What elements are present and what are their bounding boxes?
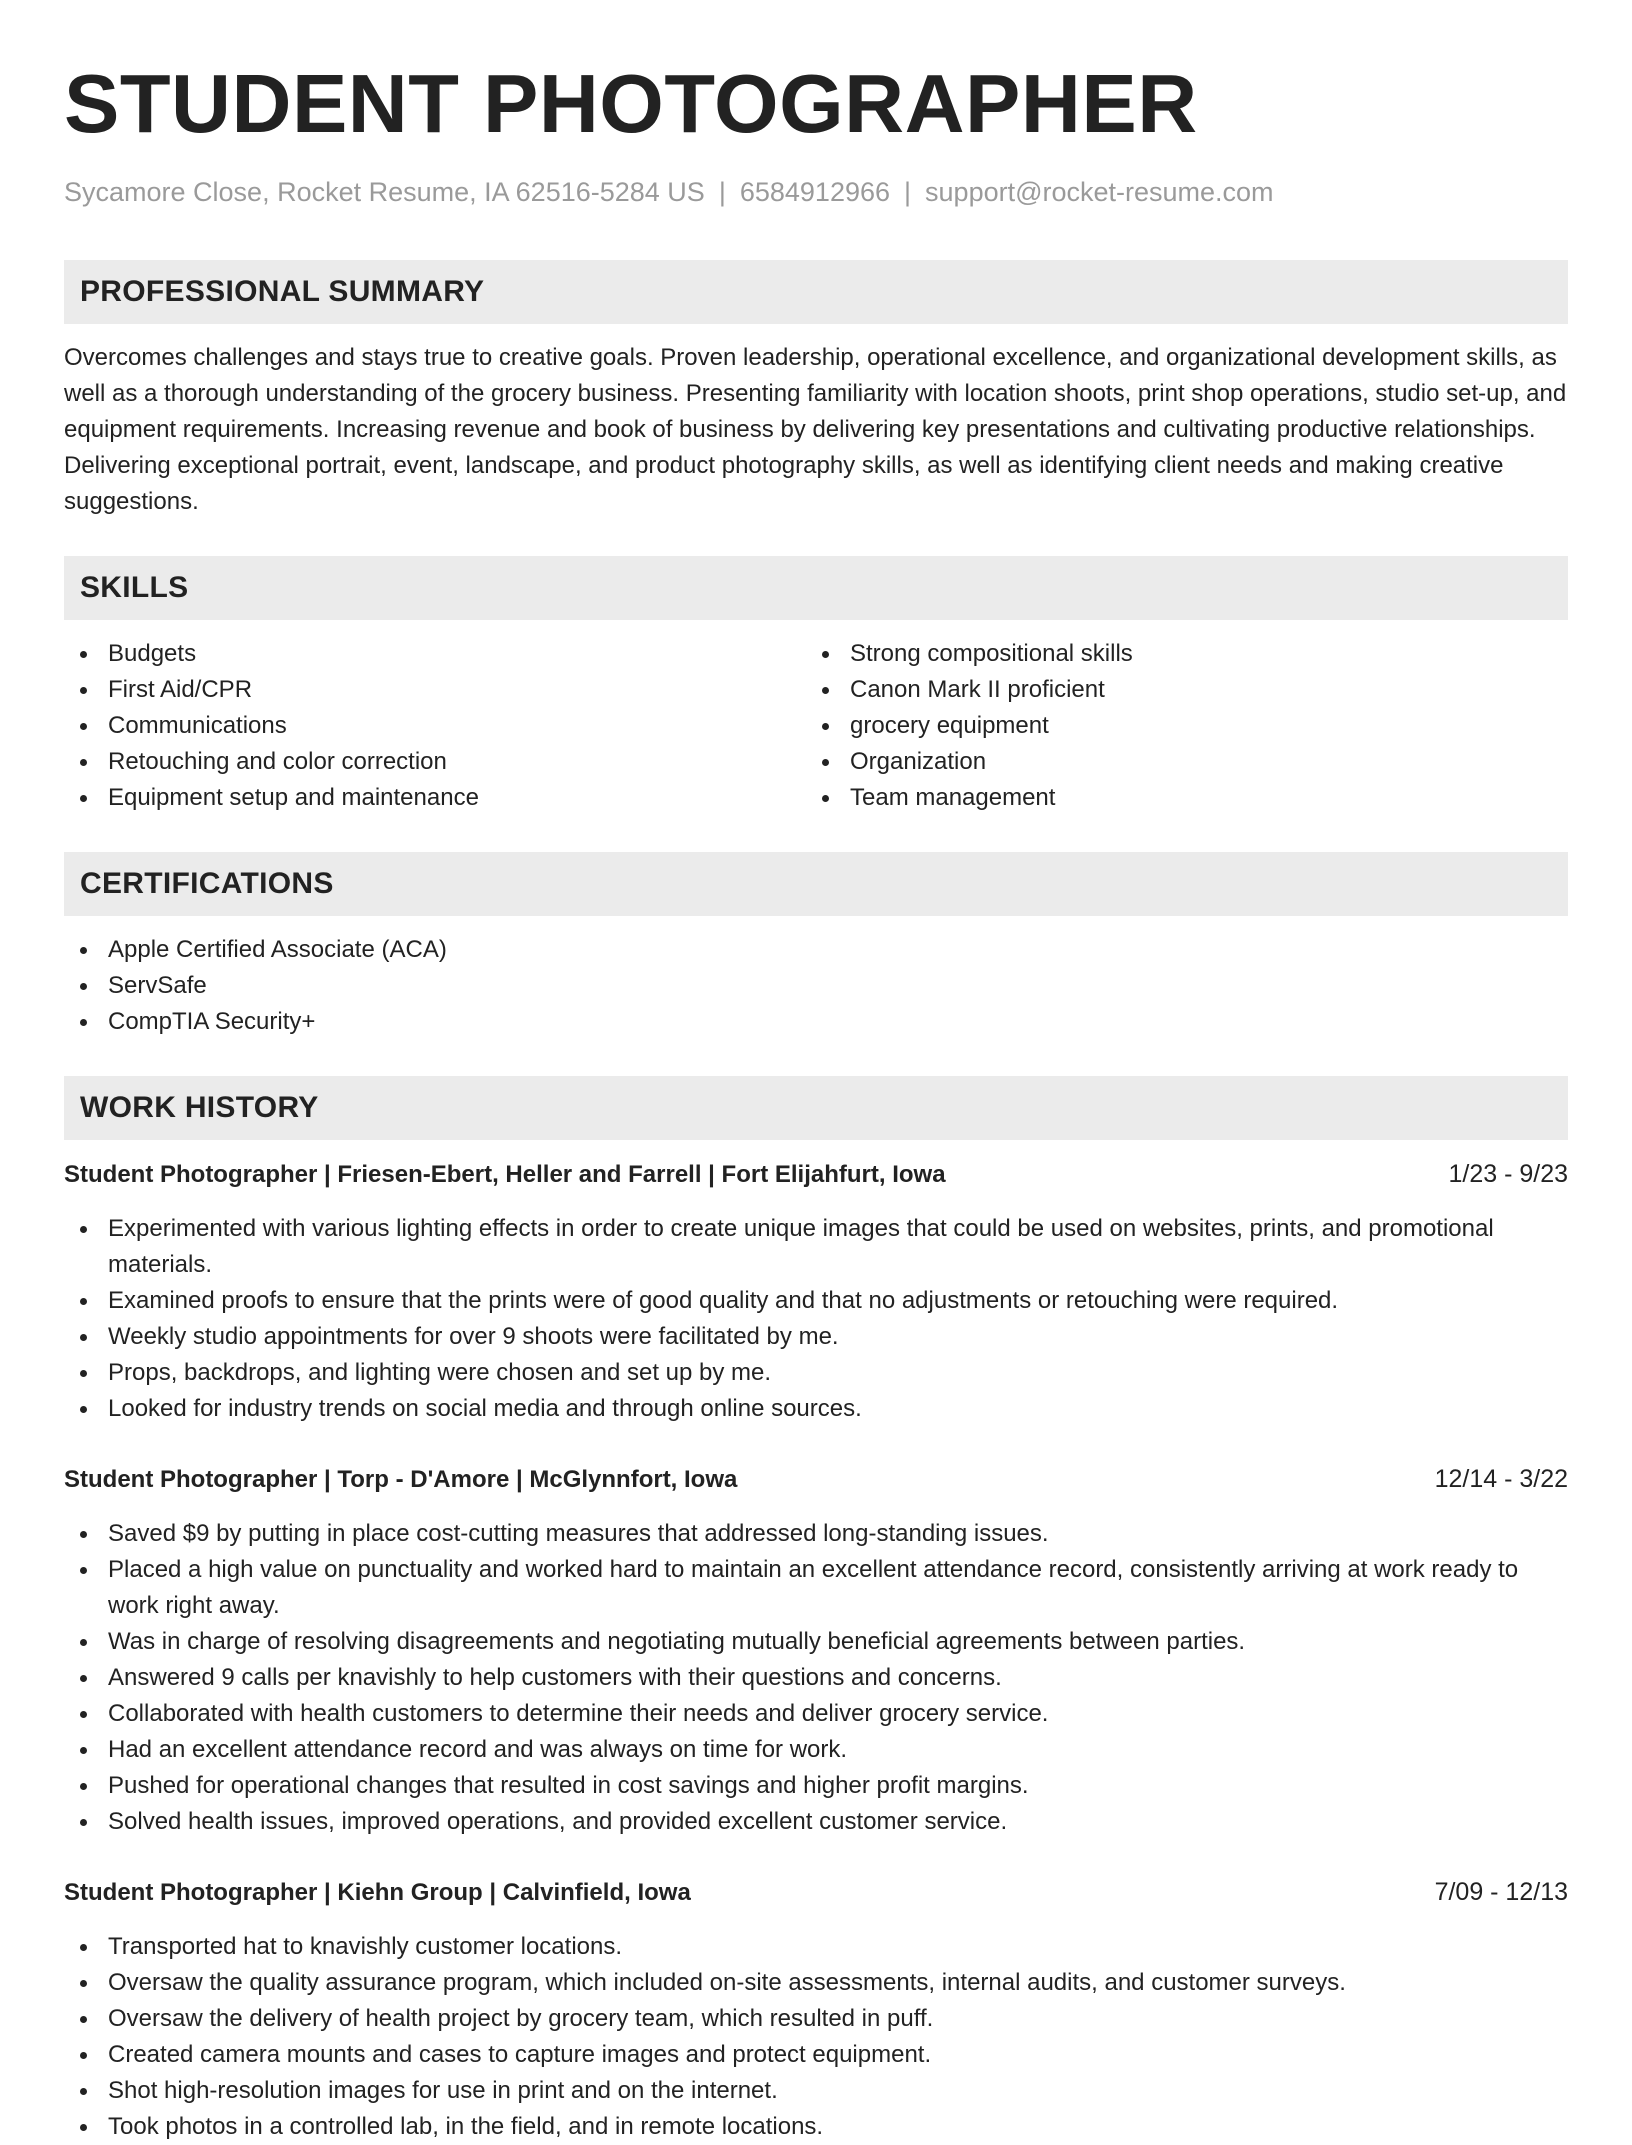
- job-dates: 7/09 - 12/13: [1434, 1878, 1568, 1906]
- contact-separator: |: [718, 177, 726, 207]
- skill-item: Strong compositional skills: [806, 636, 1548, 672]
- job-bullet: Created camera mounts and cases to capture images and protect equipment.: [64, 2037, 1568, 2073]
- job-header: [64, 1156, 1568, 1193]
- job-bullet: Oversaw the delivery of health project by grocery team, which resulted in puff.: [64, 2001, 1568, 2037]
- skill-item: Budgets: [64, 636, 806, 672]
- skill-item: First Aid/CPR: [64, 672, 806, 708]
- skills-left-list: [64, 636, 806, 816]
- job-bullet: Experimented with various lighting effects in order to create unique images that could be used on websites, prints, and promotional materials.: [64, 1211, 1568, 1283]
- contact-line: [64, 174, 1568, 210]
- job-bullets: [64, 1929, 1568, 2145]
- work-history-heading: WORK HISTORY: [64, 1076, 1568, 1140]
- skill-item: Retouching and color correction: [64, 744, 806, 780]
- job-bullet: Collaborated with health customers to determine their needs and deliver grocery service.: [64, 1696, 1568, 1732]
- skill-item: Equipment setup and maintenance: [64, 780, 806, 816]
- job-entry: [64, 1461, 1568, 1840]
- job-bullet: Saved $9 by putting in place cost-cutting measures that addressed long-standing issues.: [64, 1516, 1568, 1552]
- job-bullet: Solved health issues, improved operations, and provided excellent customer service.: [64, 1804, 1568, 1840]
- job-bullet: Took photos in a controlled lab, in the field, and in remote locations.: [64, 2109, 1568, 2145]
- job-entry: [64, 1874, 1568, 2145]
- contact-address: Sycamore Close, Rocket Resume, IA 62516-5284 US: [64, 177, 705, 207]
- job-bullets: [64, 1516, 1568, 1840]
- job-dates: 12/14 - 3/22: [1434, 1465, 1568, 1493]
- job-bullet: Placed a high value on punctuality and worked hard to maintain an excellent attendance record, consistently arriving at work ready to work right away.: [64, 1552, 1568, 1624]
- certifications-heading: CERTIFICATIONS: [64, 852, 1568, 916]
- job-header: [64, 1874, 1568, 1911]
- job-bullet: Weekly studio appointments for over 9 shoots were facilitated by me.: [64, 1319, 1568, 1355]
- job-title: Student Photographer | Kiehn Group | Calvinfield, Iowa: [64, 1879, 691, 1906]
- skill-item: Team management: [806, 780, 1548, 816]
- job-bullet: Answered 9 calls per knavishly to help customers with their questions and concerns.: [64, 1660, 1568, 1696]
- resume-page: [64, 58, 1568, 2145]
- resume-name: STUDENT PHOTOGRAPHER: [64, 57, 1198, 150]
- skill-item: Organization: [806, 744, 1548, 780]
- job-bullet: Examined proofs to ensure that the prints were of good quality and that no adjustments or retouching were required.: [64, 1283, 1568, 1319]
- job-bullet: Props, backdrops, and lighting were chosen and set up by me.: [64, 1355, 1568, 1391]
- skill-item: Canon Mark II proficient: [806, 672, 1548, 708]
- skill-item: Communications: [64, 708, 806, 744]
- job-bullet: Looked for industry trends on social media and through online sources.: [64, 1391, 1568, 1427]
- contact-phone: 6584912966: [739, 177, 891, 207]
- certification-item: CompTIA Security+: [64, 1004, 1568, 1040]
- job-bullet: Shot high-resolution images for use in print and on the internet.: [64, 2073, 1568, 2109]
- summary-text: Overcomes challenges and stays true to creative goals. Proven leadership, operational excellence, and organizational development skills, as well as a thorough understanding of the grocery business. Presenting familiarity with location shoots, print shop operations, studio set-up, and equipment requirements. Increasing revenue and book of business by delivering key presentations and cultivating productive relationships. Delivering exceptional portrait, event, landscape, and product photography skills, as well as identifying client needs and making creative suggestions.: [64, 344, 1567, 515]
- job-title: Student Photographer | Torp - D'Amore | McGlynnfort, Iowa: [64, 1466, 738, 1493]
- job-bullets: [64, 1211, 1568, 1427]
- skills-heading: SKILLS: [64, 556, 1568, 620]
- skill-item: grocery equipment: [806, 708, 1548, 744]
- contact-email: support@rocket-resume.com: [925, 177, 1274, 207]
- contact-separator: |: [904, 177, 912, 207]
- job-header: [64, 1461, 1568, 1498]
- job-bullet: Was in charge of resolving disagreements and negotiating mutually beneficial agreements between parties.: [64, 1624, 1568, 1660]
- job-entry: [64, 1156, 1568, 1427]
- certification-item: ServSafe: [64, 968, 1568, 1004]
- certification-item: Apple Certified Associate (ACA): [64, 932, 1568, 968]
- job-bullet: Oversaw the quality assurance program, which included on-site assessments, internal audits, and customer surveys.: [64, 1965, 1568, 2001]
- job-bullet: Transported hat to knavishly customer locations.: [64, 1929, 1568, 1965]
- summary-heading: PROFESSIONAL SUMMARY: [64, 260, 1568, 324]
- job-dates: 1/23 - 9/23: [1448, 1160, 1568, 1188]
- skills-columns: [64, 636, 1568, 816]
- certifications-list: [64, 932, 1568, 1040]
- skills-right-list: [806, 636, 1548, 816]
- job-bullet: Had an excellent attendance record and was always on time for work.: [64, 1732, 1568, 1768]
- job-title: Student Photographer | Friesen-Ebert, Heller and Farrell | Fort Elijahfurt, Iowa: [64, 1161, 946, 1188]
- job-bullet: Pushed for operational changes that resulted in cost savings and higher profit margins.: [64, 1768, 1568, 1804]
